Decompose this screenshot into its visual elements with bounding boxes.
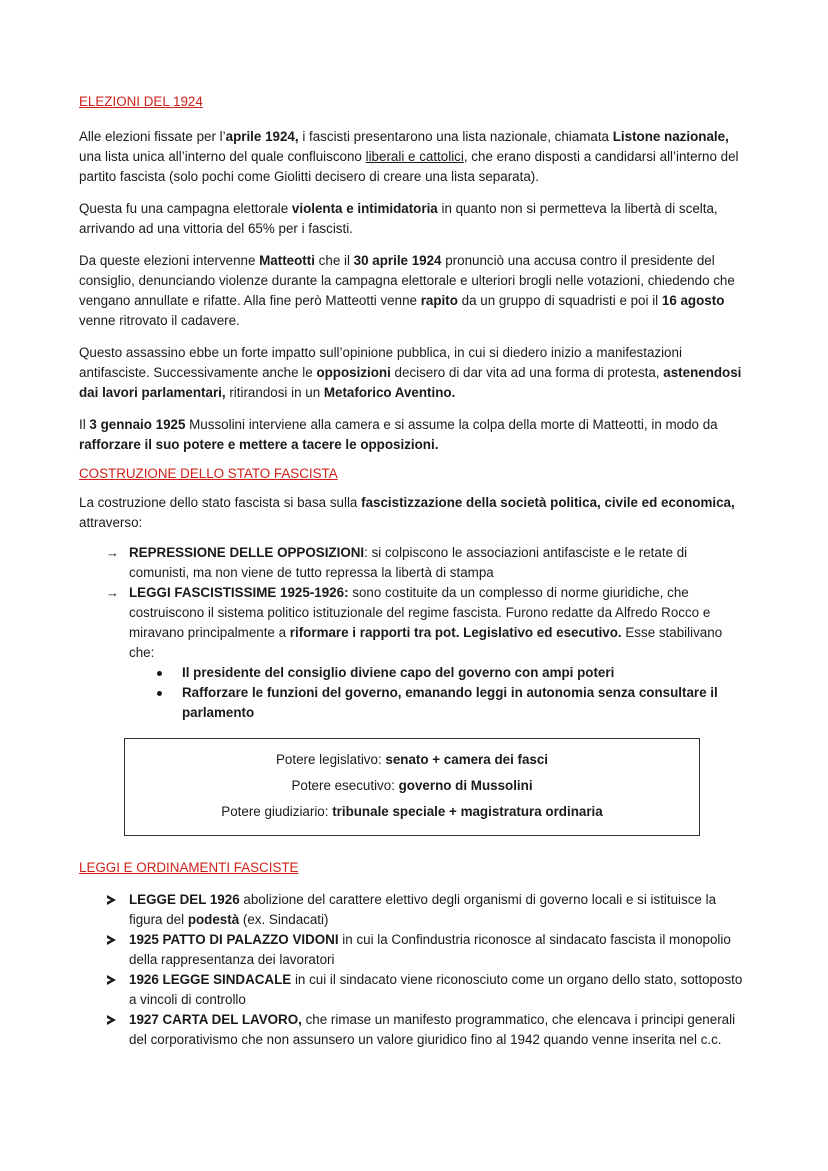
arrow-list bbox=[79, 543, 749, 723]
bullet-dot-icon bbox=[157, 691, 162, 696]
list-item-carta-lavoro: 1927 CARTA DEL LAVORO, che rimase un manifesto programmatico, che elencava i principi generali del corporativismo che non assunsero un valore giuridico fino al 1942 quando venne inserita nel c.c. bbox=[79, 1010, 749, 1050]
paragraph-elezioni-1924: Alle elezioni fissate per l’aprile 1924, i fascisti presentarono una lista nazionale, chiamata Listone nazionale, una lista unica all’interno del quale confluiscono liberali e cattolici, che erano disposti a candidarsi all’interno del partito fascista (solo pochi come Giolitti decisero di creare una lista separata). bbox=[79, 129, 739, 184]
box-row-legislativo: Potere legislativo: senato + camera dei fasci bbox=[275, 752, 549, 767]
arrow-right-icon: → bbox=[106, 545, 119, 560]
arrow-right-icon: → bbox=[106, 585, 119, 600]
list-item-legge-1926: LEGGE DEL 1926 abolizione del carattere elettivo degli organismi di governo locali e si istituisce la figura del podestà (ex. Sindacati) bbox=[79, 890, 749, 930]
law-list bbox=[79, 890, 749, 1050]
arrowhead-bullet-icon bbox=[107, 975, 116, 985]
paragraph-matteotti: Da queste elezioni intervenne Matteotti che il 30 aprile 1924 pronunciò una accusa contro il presidente del consiglio, denunciando violenze durante la campagna elettorale e ulteriori brogli nelle votazioni, chiedendo che vengano annullate e rifatte. Alla fine però Matteotti venne rapito da un gruppo di squadristi e poi il 16 agosto venne ritrovato il cadavere. bbox=[79, 253, 735, 328]
list-item-legge-sindacale: 1926 LEGGE SINDACALE in cui il sindacato viene riconosciuto come un organo dello stato, sottoposto a vincoli di controllo bbox=[79, 970, 749, 1010]
paragraph-campagna-elettorale: Questa fu una campagna elettorale violenta e intimidatoria in quanto non si permetteva la libertà di scelta, arrivando ad una vittoria del 65% per i fascisti. bbox=[79, 201, 718, 236]
paragraph-3-gennaio-1925: Il 3 gennaio 1925 Mussolini interviene alla camera e si assume la colpa della morte di Matteotti, in modo da rafforzare il suo potere e mettere a tacere le opposizioni. bbox=[79, 417, 718, 452]
paragraph-costruzione-intro: La costruzione dello stato fascista si basa sulla fascistizzazione della società politica, civile ed economica, attraverso: bbox=[79, 495, 735, 530]
bullet-list bbox=[129, 663, 749, 723]
arrowhead-bullet-icon bbox=[107, 935, 116, 945]
poteri-box bbox=[124, 738, 700, 836]
box-row-giudiziario: Potere giudiziario: tribunale speciale + magistratura ordinaria bbox=[221, 804, 603, 819]
bullet-item: Rafforzare le funzioni del governo, emanando leggi in autonomia senza consultare il parlamento bbox=[129, 683, 749, 723]
section-title-costruzione: COSTRUZIONE DELLO STATO FASCISTA bbox=[79, 466, 338, 481]
arrowhead-bullet-icon bbox=[107, 895, 116, 905]
box-row-esecutivo: Potere esecutivo: governo di Mussolini bbox=[291, 778, 533, 793]
paragraph-aventino: Questo assassino ebbe un forte impatto sull’opinione pubblica, in cui si diedero inizio a manifestazioni antifasciste. Successivamente anche le opposizioni decisero di dar vita ad una forma di protesta, astenendosi dai lavori parlamentari, ritirandosi in un Metaforico Aventino. bbox=[79, 345, 742, 400]
bullet-dot-icon bbox=[157, 671, 162, 676]
list-item-palazzo-vidoni: 1925 PATTO DI PALAZZO VIDONI in cui la Confindustria riconosce al sindacato fascista il monopolio della rappresentanza dei lavoratori bbox=[79, 930, 749, 970]
list-item-leggi-fascistissime: → LEGGI FASCISTISSIME 1925-1926: sono costituite da un complesso di norme giuridiche, che costruiscono il sistema politico istituzionale del regime fascista. Furono redatte da Alfredo Rocco e miravano principalmente a riformare i rapporti tra pot. Legislativo ed esecutivo. Esse stabilivano che: Il presidente del consiglio diviene capo del governo con ampi poteri Rafforzare le funzioni del governo, emanando leggi in autonomia senza consultare il parlamento bbox=[79, 583, 749, 723]
section-title-elezioni: ELEZIONI DEL 1924 bbox=[79, 94, 203, 109]
list-item-repressione: → REPRESSIONE DELLE OPPOSIZIONI: si colpiscono le associazioni antifasciste e le retate di comunisti, ma non viene de tutto repressa la libertà di stampa bbox=[106, 545, 688, 580]
arrowhead-bullet-icon bbox=[107, 1015, 116, 1025]
document-page bbox=[79, 92, 749, 1050]
section-title-leggi-ordinamenti: LEGGI E ORDINAMENTI FASCISTE bbox=[79, 860, 299, 875]
bullet-item: Il presidente del consiglio diviene capo del governo con ampi poteri bbox=[129, 663, 749, 683]
